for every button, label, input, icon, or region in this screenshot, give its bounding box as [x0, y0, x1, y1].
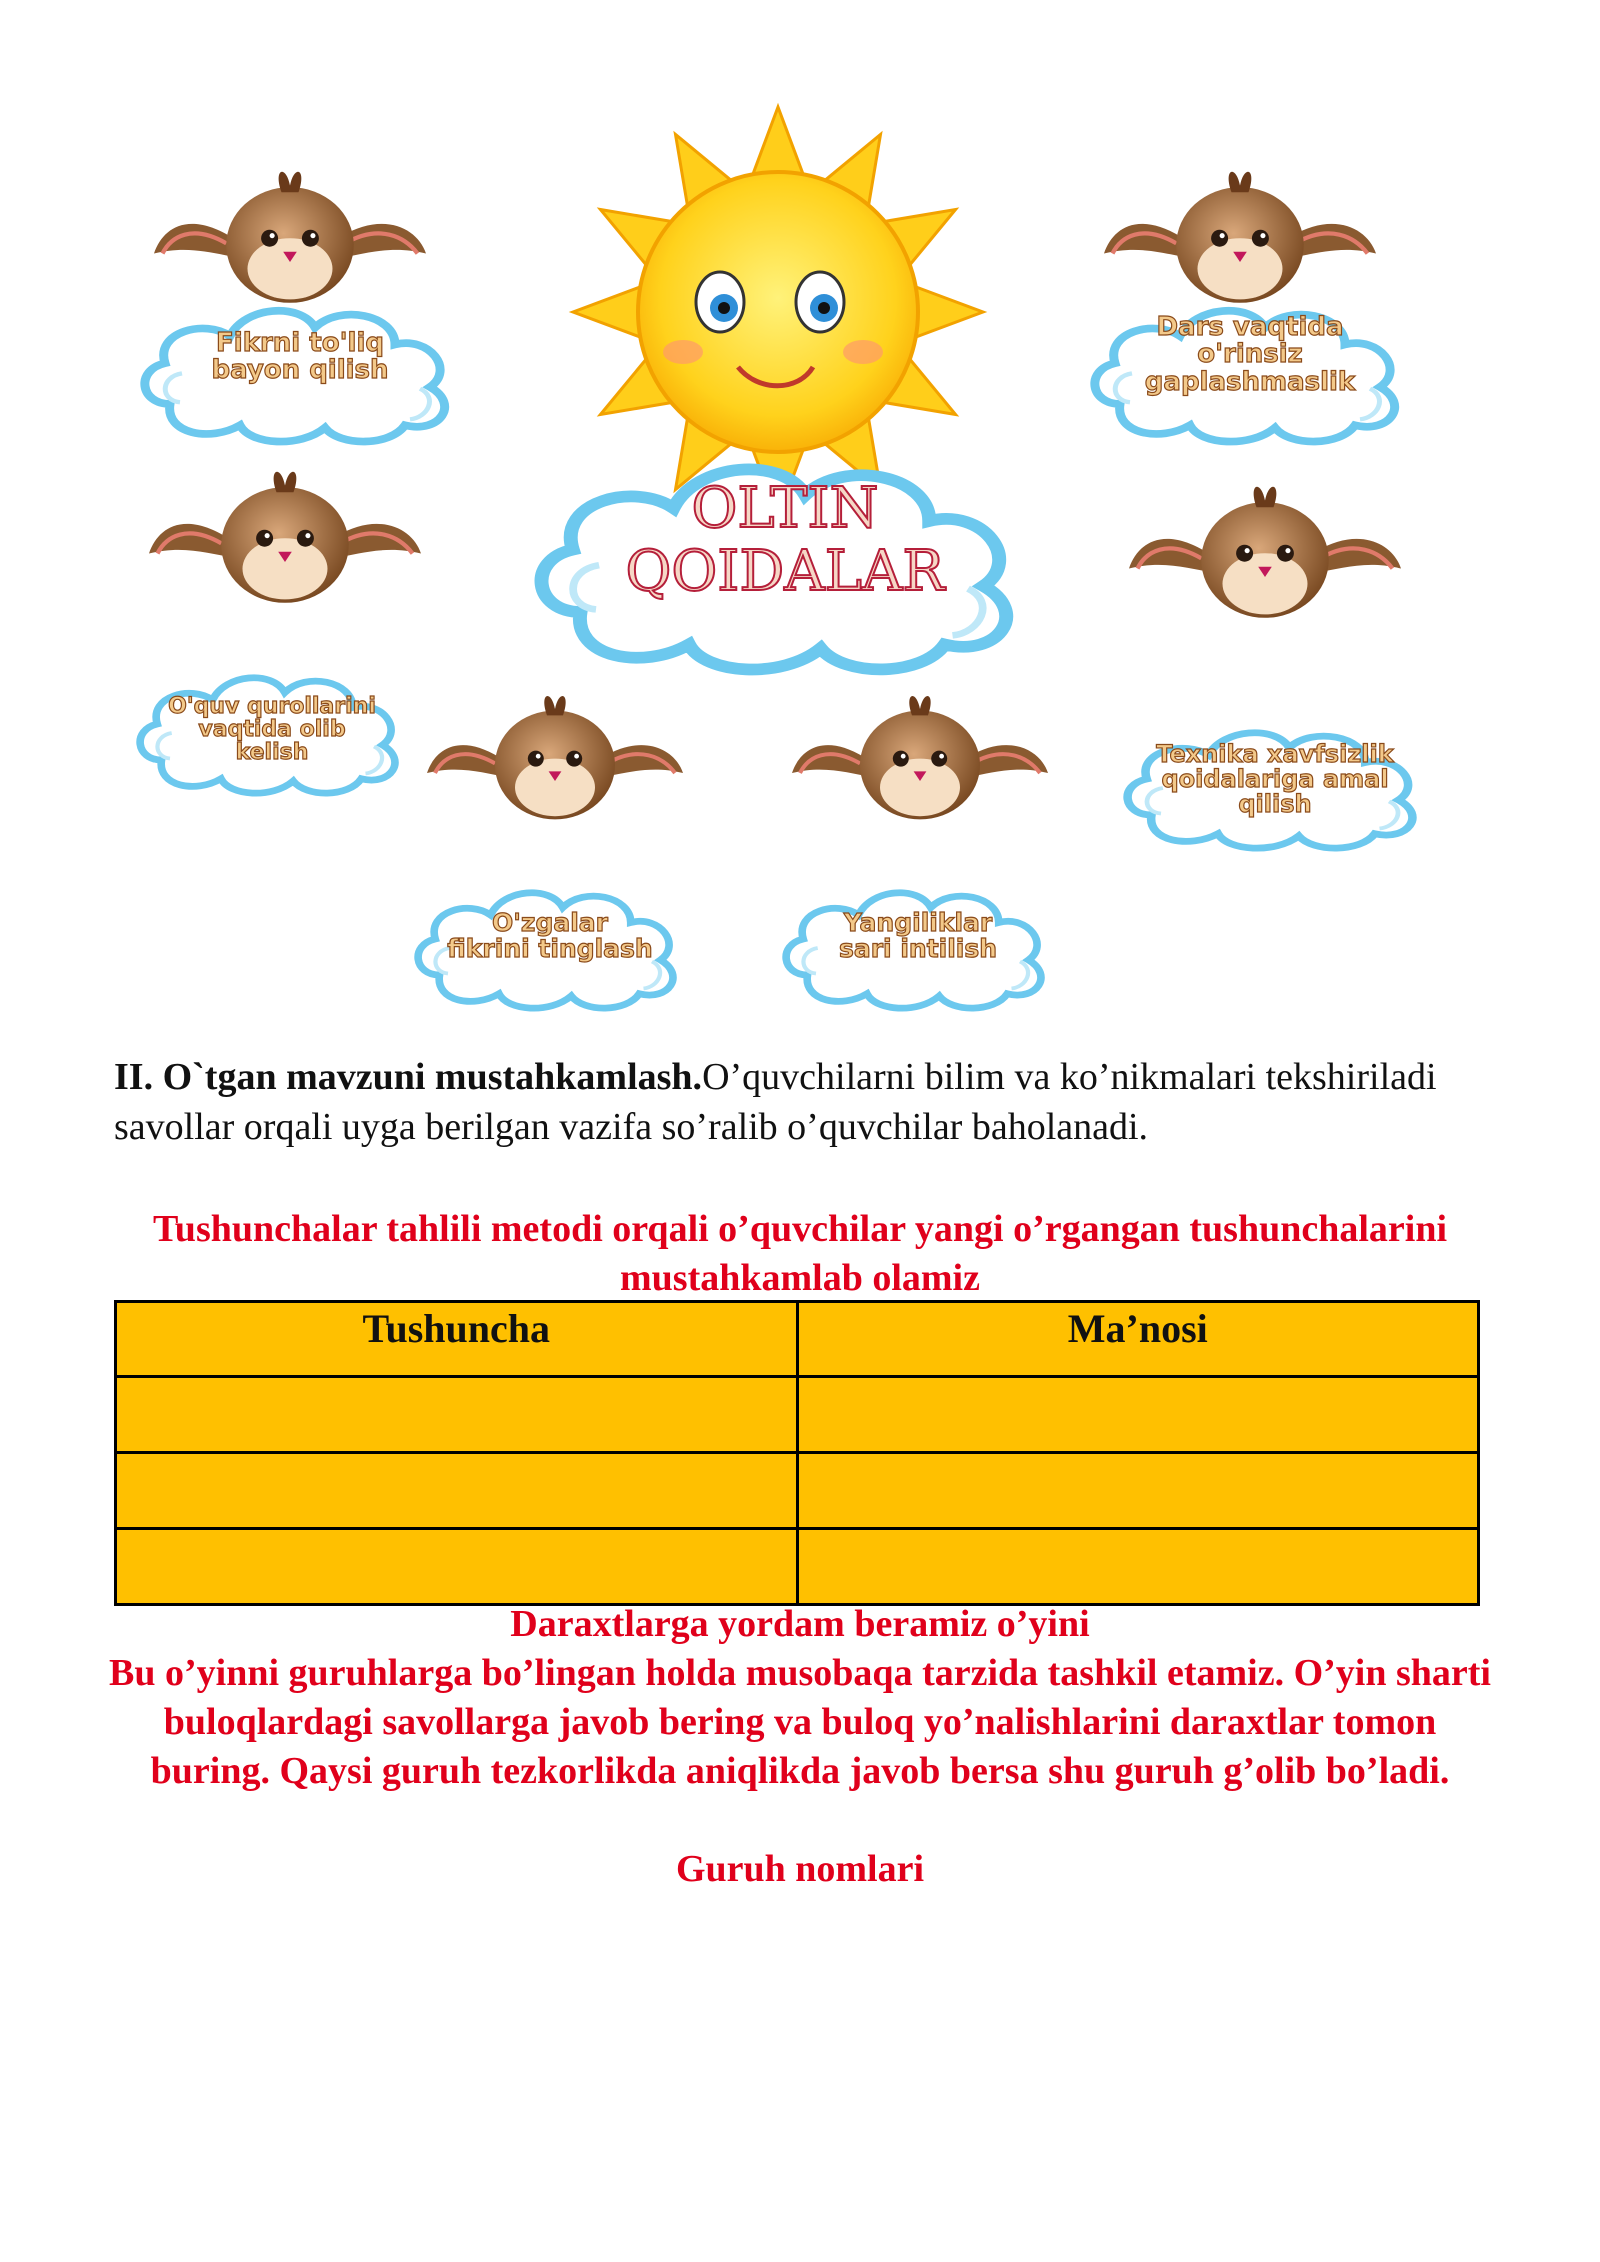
rule-1: Fikrni to'liq bayon qilish: [211, 328, 389, 386]
poster-title: OLTIN QOIDALAR: [625, 476, 945, 604]
table-cell[interactable]: [116, 1453, 798, 1529]
table-header-row: [116, 1302, 1479, 1377]
concepts-table: [114, 1300, 1480, 1606]
game-title: Daraxtlarga yordam beramiz o’yini: [510, 1603, 1090, 1645]
sun-illustration: [573, 107, 983, 517]
section-heading: II. O`tgan mavzuni mustahkamlash.: [114, 1056, 703, 1098]
table-header-concept: Tushuncha: [116, 1302, 798, 1377]
rule-2: Dars vaqtida o'rinsiz gaplashmaslik: [1144, 312, 1356, 397]
section-text: O’quvchilarni bilim va ko’nikmalari tekshiriladi savollar orqali uyga berilgan vazifa so’ralib o’quvchilar baholanadi.: [114, 1056, 1437, 1148]
bird-6: [792, 696, 1048, 819]
table-row: [116, 1529, 1479, 1605]
section-paragraph: [114, 1052, 1494, 1152]
game-description: Bu o’yinni guruhlarga bo’lingan holda musobaqa tarzida tashkil etamiz. O’yin sharti buloqlardagi savollarga javob bering va buloq yo’nalishlarini daraxtlar tomon buring. Qaysi guruh tezkorlikda aniqlikda javob bersa shu guruh g’olib bo’ladi.: [109, 1652, 1491, 1792]
method-title: Tushunchalar tahlili metodi orqali o’quvchilar yangi o’rgangan tushunchalarini mustahkamlab olamiz: [152, 1208, 1448, 1299]
table-cell[interactable]: [116, 1529, 798, 1605]
bird-2: [1104, 172, 1376, 303]
rule-6: Yangiliklar sari intilish: [838, 908, 998, 964]
table-cell[interactable]: [797, 1529, 1479, 1605]
bird-3: [149, 472, 421, 603]
bird-4: [1129, 487, 1401, 618]
table-row: [116, 1377, 1479, 1453]
bird-1: [154, 172, 426, 303]
table-cell[interactable]: [797, 1377, 1479, 1453]
golden-rules-poster: [0, 0, 1600, 1040]
rule-4: Texnika xavfsizlik qoidalariga amal qilish: [1156, 740, 1394, 819]
bird-5: [427, 696, 683, 819]
table-cell[interactable]: [797, 1453, 1479, 1529]
rule-3: O'quv qurollarini vaqtida olib kelish: [168, 694, 376, 766]
groups-label: Guruh nomlari: [675, 1848, 925, 1890]
table-header-meaning: Ma’nosi: [797, 1302, 1479, 1377]
rule-5: O'zgalar fikrini tinglash: [447, 908, 653, 964]
table-cell[interactable]: [116, 1377, 798, 1453]
table-row: [116, 1453, 1479, 1529]
